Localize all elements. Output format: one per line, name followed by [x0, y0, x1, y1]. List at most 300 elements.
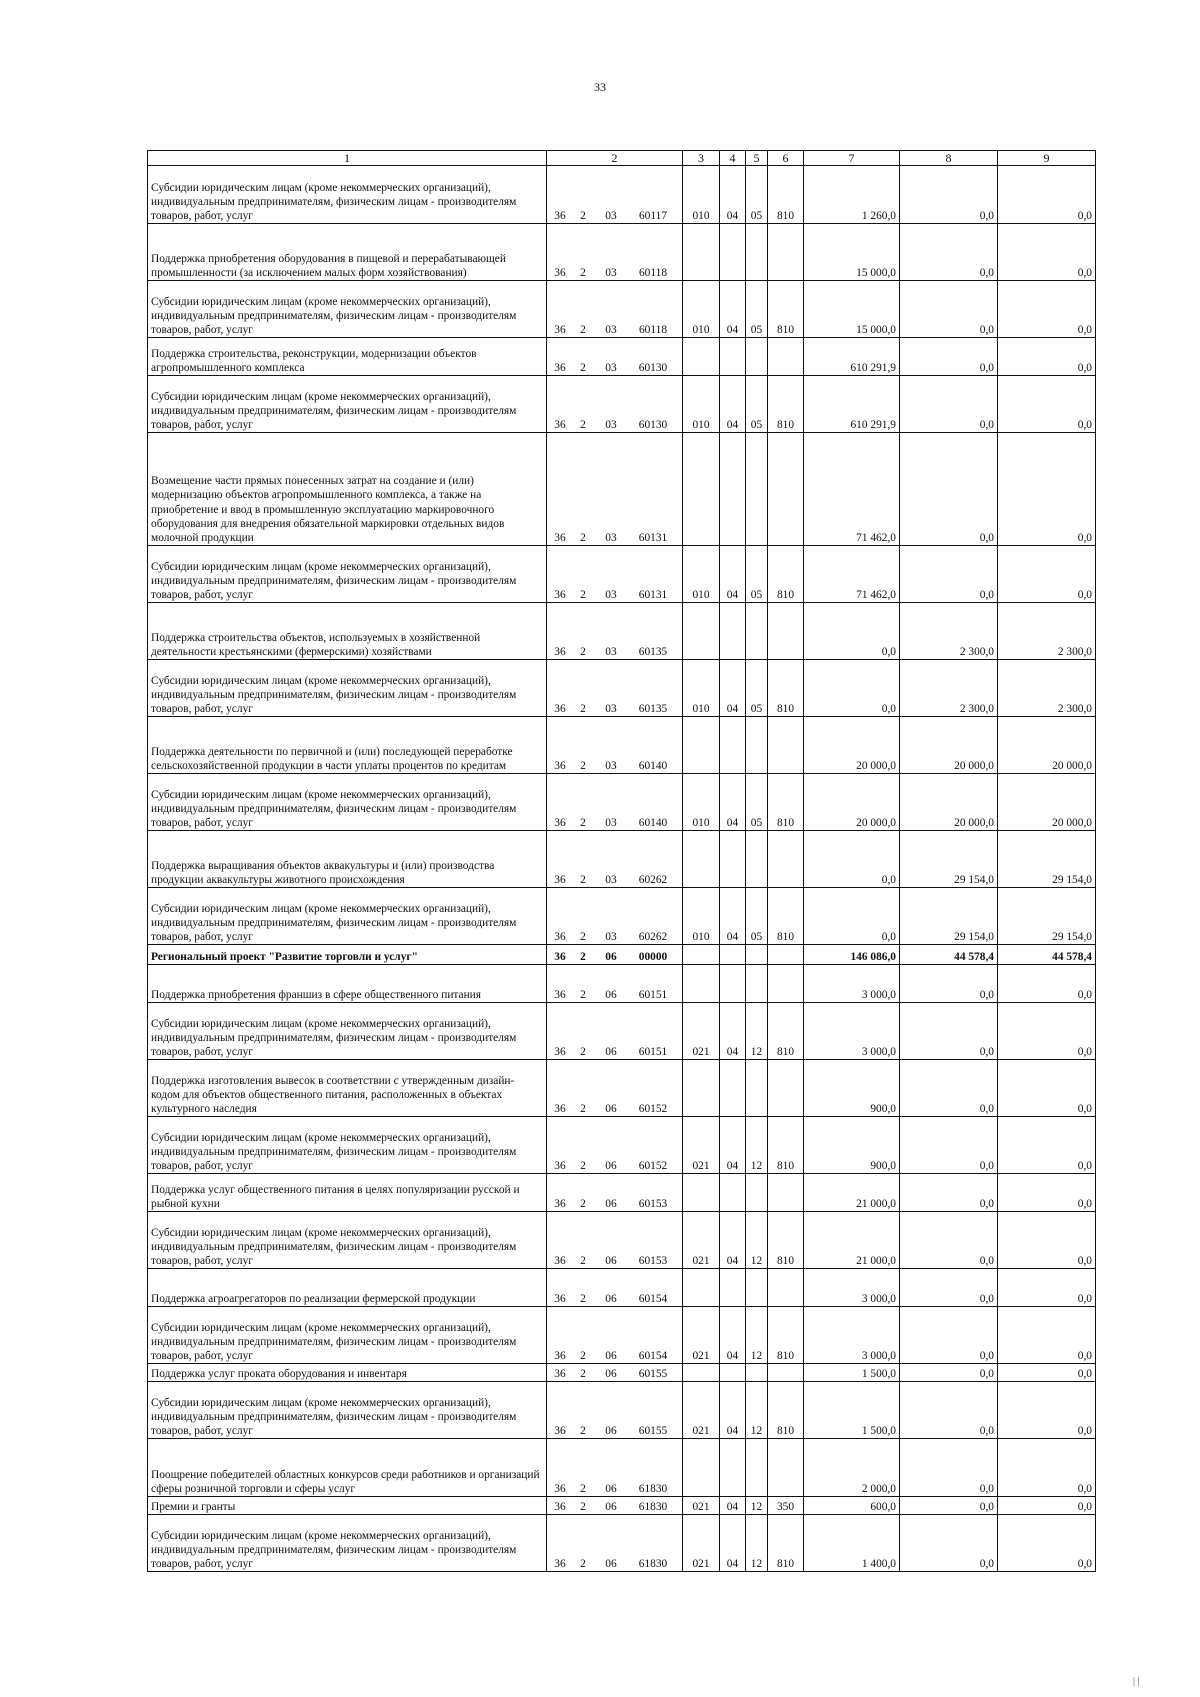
- row-col6: 810: [768, 774, 804, 831]
- row-description: Поддержка изготовления вывесок в соответствии с утвержденным дизайн-кодом для объектов общественного питания, расположенных в объектах культурного наследия: [148, 1060, 547, 1117]
- row-description: Возмещение части прямых понесенных затрат на создание и (или) модернизацию объектов агропромышленного комплекса, а также на приобретение и ввод в промышленную эксплуатацию маркировочного оборудования для внедрения обязательной маркировки отдельных видов молочной продукции: [148, 433, 547, 546]
- row-value-8: 0,0: [900, 338, 998, 376]
- row-col6: [768, 338, 804, 376]
- row-code: [547, 965, 683, 1003]
- code-part: 60117: [638, 210, 668, 222]
- row-col3: 010: [683, 888, 720, 945]
- code-part: 2: [580, 874, 586, 886]
- row-col3: 010: [683, 774, 720, 831]
- code-part: 61830: [638, 1558, 668, 1570]
- row-value-7: 146 086,0: [804, 945, 900, 965]
- row-col6: 350: [768, 1497, 804, 1515]
- code-part: 36: [554, 1425, 566, 1437]
- code-part: 36: [554, 1198, 566, 1210]
- row-description: Поддержка услуг общественного питания в целях популяризации русской и рыбной кухни: [148, 1174, 547, 1212]
- code-part: 03: [605, 760, 617, 772]
- code-part: 36: [554, 1103, 566, 1115]
- code-part: 36: [554, 1483, 566, 1495]
- row-description: Поддержка выращивания объектов аквакультуры и (или) производства продукции аквакультуры животного происхождения: [148, 831, 547, 888]
- row-col4: 04: [720, 1212, 746, 1269]
- code-part: 2: [580, 1501, 586, 1513]
- row-value-8: 2 300,0: [900, 660, 998, 717]
- row-code: [547, 546, 683, 603]
- row-col4: 04: [720, 1497, 746, 1515]
- row-description: Субсидии юридическим лицам (кроме некоммерческих организаций), индивидуальным предпринимателям, физическим лицам - производителям товаров, работ, услуг: [148, 888, 547, 945]
- row-code: [547, 1060, 683, 1117]
- code-part: 61830: [638, 1501, 668, 1513]
- row-code: [547, 1439, 683, 1497]
- row-col5: [746, 1364, 768, 1382]
- row-value-7: 3 000,0: [804, 965, 900, 1003]
- code-part: 36: [554, 1046, 566, 1058]
- code-part: 36: [554, 931, 566, 943]
- code-part: 36: [554, 646, 566, 658]
- code-part: 03: [605, 646, 617, 658]
- row-value-9: 0,0: [998, 1307, 1096, 1364]
- code-part: 06: [605, 989, 617, 1001]
- row-code: [547, 717, 683, 774]
- row-value-9: 0,0: [998, 1382, 1096, 1439]
- row-code: [547, 831, 683, 888]
- code-part: 2: [580, 760, 586, 772]
- row-value-9: 0,0: [998, 1174, 1096, 1212]
- code-part: 06: [605, 1350, 617, 1362]
- row-description: Субсидии юридическим лицам (кроме некоммерческих организаций), индивидуальным предпринимателям, физическим лицам - производителям товаров, работ, услуг: [148, 166, 547, 224]
- col-header-4: 4: [720, 151, 746, 166]
- code-part: 2: [580, 951, 586, 963]
- row-description: Поддержка деятельности по первичной и (или) последующей переработке сельскохозяйственной продукции в части уплаты процентов по кредитам: [148, 717, 547, 774]
- row-code: [547, 338, 683, 376]
- row-col4: [720, 945, 746, 965]
- row-value-8: 0,0: [900, 965, 998, 1003]
- row-col5: 12: [746, 1497, 768, 1515]
- row-value-8: 0,0: [900, 1174, 998, 1212]
- code-part: 36: [554, 589, 566, 601]
- row-value-8: 0,0: [900, 433, 998, 546]
- row-value-7: 20 000,0: [804, 717, 900, 774]
- row-col5: 12: [746, 1382, 768, 1439]
- row-col3: [683, 717, 720, 774]
- row-value-8: 0,0: [900, 376, 998, 433]
- table-row: [148, 888, 1096, 945]
- row-col6: 810: [768, 1117, 804, 1174]
- col-header-3: 3: [683, 151, 720, 166]
- row-code: [547, 1212, 683, 1269]
- row-value-9: 0,0: [998, 1439, 1096, 1497]
- row-col4: 04: [720, 1117, 746, 1174]
- row-col5: 12: [746, 1307, 768, 1364]
- table-row: [148, 831, 1096, 888]
- code-part: 36: [554, 210, 566, 222]
- row-col6: 810: [768, 376, 804, 433]
- table-row: [148, 1382, 1096, 1439]
- code-part: 03: [605, 362, 617, 374]
- code-part: 06: [605, 1293, 617, 1305]
- row-col6: 810: [768, 1212, 804, 1269]
- row-code: [547, 1364, 683, 1382]
- row-value-8: 0,0: [900, 166, 998, 224]
- row-col5: [746, 1060, 768, 1117]
- table-row: [148, 546, 1096, 603]
- table-row: [148, 1439, 1096, 1497]
- row-col3: 021: [683, 1307, 720, 1364]
- row-col6: 810: [768, 660, 804, 717]
- code-part: 60140: [638, 817, 668, 829]
- row-value-7: 20 000,0: [804, 774, 900, 831]
- row-value-7: 1 260,0: [804, 166, 900, 224]
- row-col5: 05: [746, 774, 768, 831]
- row-col5: 05: [746, 376, 768, 433]
- code-part: 60152: [638, 1160, 668, 1172]
- row-col6: [768, 224, 804, 281]
- table-row: [148, 945, 1096, 965]
- row-value-9: 0,0: [998, 1515, 1096, 1572]
- row-code: [547, 433, 683, 546]
- row-description: Субсидии юридическим лицам (кроме некоммерческих организаций), индивидуальным предпринимателям, физическим лицам - производителям товаров, работ, услуг: [148, 376, 547, 433]
- code-part: 36: [554, 1558, 566, 1570]
- code-part: 03: [605, 267, 617, 279]
- code-part: 60153: [638, 1255, 668, 1267]
- row-col3: [683, 945, 720, 965]
- row-col6: 810: [768, 1382, 804, 1439]
- code-part: 06: [605, 1425, 617, 1437]
- row-value-8: 0,0: [900, 546, 998, 603]
- row-col4: 04: [720, 774, 746, 831]
- row-col5: [746, 433, 768, 546]
- row-value-7: 0,0: [804, 888, 900, 945]
- row-code: [547, 1174, 683, 1212]
- code-part: 06: [605, 1046, 617, 1058]
- code-part: 60118: [638, 324, 668, 336]
- row-value-8: 44 578,4: [900, 945, 998, 965]
- row-col3: 021: [683, 1003, 720, 1060]
- code-part: 06: [605, 951, 617, 963]
- row-value-9: 2 300,0: [998, 603, 1096, 660]
- code-part: 03: [605, 589, 617, 601]
- code-part: 2: [580, 1368, 586, 1380]
- row-col4: [720, 603, 746, 660]
- row-value-8: 0,0: [900, 1497, 998, 1515]
- row-value-7: 3 000,0: [804, 1269, 900, 1307]
- row-value-8: 0,0: [900, 1117, 998, 1174]
- code-part: 60135: [638, 703, 668, 715]
- row-col3: 021: [683, 1212, 720, 1269]
- row-col4: 04: [720, 1003, 746, 1060]
- row-description: Поддержка строительства объектов, используемых в хозяйственной деятельности крестьянскими (фермерскими) хозяйствами: [148, 603, 547, 660]
- code-part: 36: [554, 1350, 566, 1362]
- code-part: 60135: [638, 646, 668, 658]
- budget-table: [147, 150, 1096, 1572]
- row-value-8: 20 000,0: [900, 717, 998, 774]
- row-col5: 05: [746, 546, 768, 603]
- row-code: [547, 1382, 683, 1439]
- row-value-7: 0,0: [804, 603, 900, 660]
- code-part: 2: [580, 589, 586, 601]
- code-part: 60155: [638, 1368, 668, 1380]
- row-value-7: 0,0: [804, 831, 900, 888]
- row-value-7: 900,0: [804, 1060, 900, 1117]
- row-col4: [720, 717, 746, 774]
- table-row: [148, 1364, 1096, 1382]
- row-code: [547, 945, 683, 965]
- row-col6: [768, 945, 804, 965]
- table-row: [148, 281, 1096, 338]
- code-part: 00000: [638, 951, 668, 963]
- row-value-7: 21 000,0: [804, 1212, 900, 1269]
- row-col6: 810: [768, 1515, 804, 1572]
- row-description: Субсидии юридическим лицам (кроме некоммерческих организаций), индивидуальным предпринимателям, физическим лицам - производителям товаров, работ, услуг: [148, 1515, 547, 1572]
- row-description: Субсидии юридическим лицам (кроме некоммерческих организаций), индивидуальным предпринимателям, физическим лицам - производителям товаров, работ, услуг: [148, 1307, 547, 1364]
- row-col3: 010: [683, 166, 720, 224]
- row-code: [547, 1515, 683, 1572]
- code-part: 2: [580, 324, 586, 336]
- row-col4: [720, 1174, 746, 1212]
- row-description: Субсидии юридическим лицам (кроме некоммерческих организаций), индивидуальным предпринимателям, физическим лицам - производителям товаров, работ, услуг: [148, 774, 547, 831]
- row-code: [547, 888, 683, 945]
- row-value-9: 29 154,0: [998, 888, 1096, 945]
- code-part: 36: [554, 1368, 566, 1380]
- row-col4: [720, 1439, 746, 1497]
- row-col6: [768, 1364, 804, 1382]
- row-col3: 010: [683, 281, 720, 338]
- row-code: [547, 1117, 683, 1174]
- col-header-2: 2: [547, 151, 683, 166]
- row-code: [547, 660, 683, 717]
- code-part: 06: [605, 1103, 617, 1115]
- table-row: [148, 774, 1096, 831]
- row-value-8: 0,0: [900, 1212, 998, 1269]
- row-value-9: 0,0: [998, 1117, 1096, 1174]
- row-col3: 021: [683, 1497, 720, 1515]
- code-part: 2: [580, 267, 586, 279]
- col-header-1: 1: [148, 151, 547, 166]
- table-row: [148, 1212, 1096, 1269]
- row-value-7: 600,0: [804, 1497, 900, 1515]
- code-part: 06: [605, 1198, 617, 1210]
- row-col3: [683, 965, 720, 1003]
- column-number-header-row: [148, 151, 1096, 166]
- row-value-9: 0,0: [998, 1060, 1096, 1117]
- row-col4: [720, 1364, 746, 1382]
- row-value-9: 0,0: [998, 1497, 1096, 1515]
- row-value-9: 29 154,0: [998, 831, 1096, 888]
- row-value-8: 0,0: [900, 1439, 998, 1497]
- row-code: [547, 1497, 683, 1515]
- row-col4: [720, 1269, 746, 1307]
- row-description: Субсидии юридическим лицам (кроме некоммерческих организаций), индивидуальным предпринимателям, физическим лицам - производителям товаров, работ, услуг: [148, 1117, 547, 1174]
- code-part: 2: [580, 1558, 586, 1570]
- table-row: [148, 224, 1096, 281]
- row-col3: [683, 338, 720, 376]
- row-value-7: 900,0: [804, 1117, 900, 1174]
- code-part: 2: [580, 419, 586, 431]
- table-row: [148, 717, 1096, 774]
- row-value-7: 3 000,0: [804, 1307, 900, 1364]
- code-part: 60151: [638, 1046, 668, 1058]
- code-part: 2: [580, 1483, 586, 1495]
- code-part: 36: [554, 989, 566, 1001]
- table-row: [148, 338, 1096, 376]
- row-value-8: 0,0: [900, 1003, 998, 1060]
- row-value-9: 0,0: [998, 281, 1096, 338]
- code-part: 60155: [638, 1425, 668, 1437]
- row-value-7: 71 462,0: [804, 433, 900, 546]
- row-description: Поддержка услуг проката оборудования и инвентаря: [148, 1364, 547, 1382]
- row-col4: 04: [720, 281, 746, 338]
- row-col3: 010: [683, 546, 720, 603]
- row-code: [547, 376, 683, 433]
- code-part: 60130: [638, 419, 668, 431]
- code-part: 60154: [638, 1293, 668, 1305]
- table-row: [148, 1060, 1096, 1117]
- row-value-8: 0,0: [900, 224, 998, 281]
- code-part: 60262: [638, 931, 668, 943]
- row-value-8: 0,0: [900, 1515, 998, 1572]
- row-value-8: 29 154,0: [900, 888, 998, 945]
- row-col6: [768, 603, 804, 660]
- table-row: [148, 603, 1096, 660]
- row-col6: [768, 1439, 804, 1497]
- row-col3: [683, 1439, 720, 1497]
- row-col5: 05: [746, 888, 768, 945]
- page-number: 33: [594, 80, 606, 94]
- row-col5: [746, 831, 768, 888]
- code-part: 36: [554, 362, 566, 374]
- col-header-8: 8: [900, 151, 998, 166]
- row-col6: 810: [768, 1307, 804, 1364]
- row-description: Субсидии юридическим лицам (кроме некоммерческих организаций), индивидуальным предпринимателям, физическим лицам - производителям товаров, работ, услуг: [148, 281, 547, 338]
- code-part: 06: [605, 1255, 617, 1267]
- code-part: 06: [605, 1558, 617, 1570]
- code-part: 61830: [638, 1483, 668, 1495]
- code-part: 2: [580, 703, 586, 715]
- code-part: 36: [554, 703, 566, 715]
- row-col3: [683, 1060, 720, 1117]
- row-col6: 810: [768, 888, 804, 945]
- row-col5: 05: [746, 281, 768, 338]
- row-col3: [683, 1269, 720, 1307]
- code-part: 60131: [638, 589, 668, 601]
- table-row: [148, 1515, 1096, 1572]
- code-part: 03: [605, 874, 617, 886]
- row-col3: [683, 224, 720, 281]
- row-col3: 021: [683, 1515, 720, 1572]
- row-description: Региональный проект "Развитие торговли и услуг": [148, 945, 547, 965]
- code-part: 60152: [638, 1103, 668, 1115]
- code-part: 2: [580, 1425, 586, 1437]
- row-value-8: 2 300,0: [900, 603, 998, 660]
- row-col5: 12: [746, 1003, 768, 1060]
- row-value-8: 0,0: [900, 281, 998, 338]
- row-col4: [720, 965, 746, 1003]
- code-part: 36: [554, 1160, 566, 1172]
- row-col3: [683, 603, 720, 660]
- code-part: 36: [554, 267, 566, 279]
- row-col6: [768, 1269, 804, 1307]
- row-col6: 810: [768, 546, 804, 603]
- row-value-9: 0,0: [998, 1003, 1096, 1060]
- row-value-7: 71 462,0: [804, 546, 900, 603]
- row-col3: 010: [683, 376, 720, 433]
- row-value-8: 0,0: [900, 1382, 998, 1439]
- row-value-8: 29 154,0: [900, 831, 998, 888]
- row-description: Субсидии юридическим лицам (кроме некоммерческих организаций), индивидуальным предпринимателям, физическим лицам - производителям товаров, работ, услуг: [148, 1003, 547, 1060]
- row-col3: [683, 831, 720, 888]
- row-value-7: 21 000,0: [804, 1174, 900, 1212]
- code-part: 06: [605, 1501, 617, 1513]
- code-part: 36: [554, 324, 566, 336]
- code-part: 2: [580, 1046, 586, 1058]
- row-value-9: 0,0: [998, 376, 1096, 433]
- row-description: Субсидии юридическим лицам (кроме некоммерческих организаций), индивидуальным предпринимателям, физическим лицам - производителям товаров, работ, услуг: [148, 1382, 547, 1439]
- row-col6: [768, 1060, 804, 1117]
- row-col5: [746, 603, 768, 660]
- row-value-9: 0,0: [998, 1212, 1096, 1269]
- code-part: 06: [605, 1368, 617, 1380]
- row-value-8: 20 000,0: [900, 774, 998, 831]
- col-header-7: 7: [804, 151, 900, 166]
- row-code: [547, 281, 683, 338]
- row-description: Поддержка строительства, реконструкции, модернизации объектов агропромышленного комплекса: [148, 338, 547, 376]
- row-col4: 04: [720, 1382, 746, 1439]
- row-code: [547, 224, 683, 281]
- col-header-5: 5: [746, 151, 768, 166]
- row-value-9: 2 300,0: [998, 660, 1096, 717]
- code-part: 60154: [638, 1350, 668, 1362]
- row-col3: [683, 1364, 720, 1382]
- row-col5: 05: [746, 660, 768, 717]
- row-value-9: 0,0: [998, 1364, 1096, 1382]
- row-value-9: 0,0: [998, 166, 1096, 224]
- row-col6: [768, 831, 804, 888]
- table-row: [148, 1174, 1096, 1212]
- row-value-7: 15 000,0: [804, 224, 900, 281]
- code-part: 36: [554, 1501, 566, 1513]
- row-col5: [746, 1439, 768, 1497]
- row-description: Поддержка агроагрегаторов по реализации фермерской продукции: [148, 1269, 547, 1307]
- row-value-8: 0,0: [900, 1060, 998, 1117]
- row-value-9: 0,0: [998, 965, 1096, 1003]
- row-col6: 810: [768, 166, 804, 224]
- code-part: 60151: [638, 989, 668, 1001]
- row-description: Поощрение победителей областных конкурсов среди работников и организаций сферы розничной торговли и сферы услуг: [148, 1439, 547, 1497]
- row-col4: [720, 1060, 746, 1117]
- code-part: 2: [580, 817, 586, 829]
- row-col4: 04: [720, 888, 746, 945]
- row-value-9: 0,0: [998, 1269, 1096, 1307]
- row-col5: [746, 1174, 768, 1212]
- row-col5: [746, 1269, 768, 1307]
- code-part: 03: [605, 419, 617, 431]
- row-col3: [683, 433, 720, 546]
- code-part: 2: [580, 1198, 586, 1210]
- code-part: 36: [554, 817, 566, 829]
- code-part: 36: [554, 1255, 566, 1267]
- code-part: 36: [554, 532, 566, 544]
- row-code: [547, 774, 683, 831]
- code-part: 2: [580, 210, 586, 222]
- row-code: [547, 1003, 683, 1060]
- row-code: [547, 603, 683, 660]
- code-part: 2: [580, 1293, 586, 1305]
- row-col5: 12: [746, 1117, 768, 1174]
- code-part: 2: [580, 931, 586, 943]
- scan-mark: | |: [1133, 1676, 1140, 1687]
- row-value-9: 0,0: [998, 224, 1096, 281]
- code-part: 2: [580, 1160, 586, 1172]
- code-part: 60153: [638, 1198, 668, 1210]
- row-value-7: 3 000,0: [804, 1003, 900, 1060]
